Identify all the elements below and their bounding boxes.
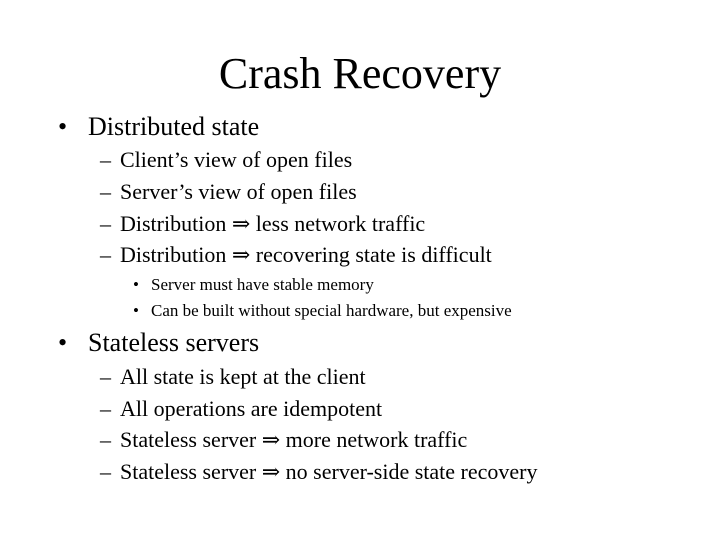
dash-icon: –: [100, 396, 111, 421]
sub-item-label: All operations are idempotent: [120, 396, 383, 421]
sub-sub-item-label: Can be built without special hardware, but expensive: [151, 301, 512, 320]
dash-icon: –: [100, 427, 111, 452]
sub-item-label: Distribution ⇒ recovering state is difficult: [120, 242, 492, 267]
dash-icon: –: [100, 459, 111, 484]
sub-sub-item-label: Server must have stable memory: [151, 275, 374, 294]
dash-icon: –: [100, 179, 111, 204]
dash-icon: –: [100, 364, 111, 389]
bullet-icon: •: [133, 275, 139, 294]
sub-item-label: All state is kept at the client: [120, 364, 366, 389]
bullet-icon: •: [58, 112, 68, 141]
sub-item-label: Client’s view of open files: [120, 147, 353, 172]
bullet-icon: •: [58, 328, 68, 357]
sub-item-label: Server’s view of open files: [120, 179, 357, 204]
bullet-icon: •: [133, 301, 139, 320]
sub-item-label: Stateless server ⇒ no server-side state recovery: [120, 459, 538, 484]
sub-item-label: Distribution ⇒ less network traffic: [120, 211, 426, 236]
bullet-label: Stateless servers: [88, 328, 260, 357]
sub-item-label: Stateless server ⇒ more network traffic: [120, 427, 468, 452]
slide-title: Crash Recovery: [218, 49, 502, 98]
dash-icon: –: [100, 147, 111, 172]
bullet-label: Distributed state: [88, 112, 260, 141]
dash-icon: –: [100, 242, 111, 267]
dash-icon: –: [100, 211, 111, 236]
